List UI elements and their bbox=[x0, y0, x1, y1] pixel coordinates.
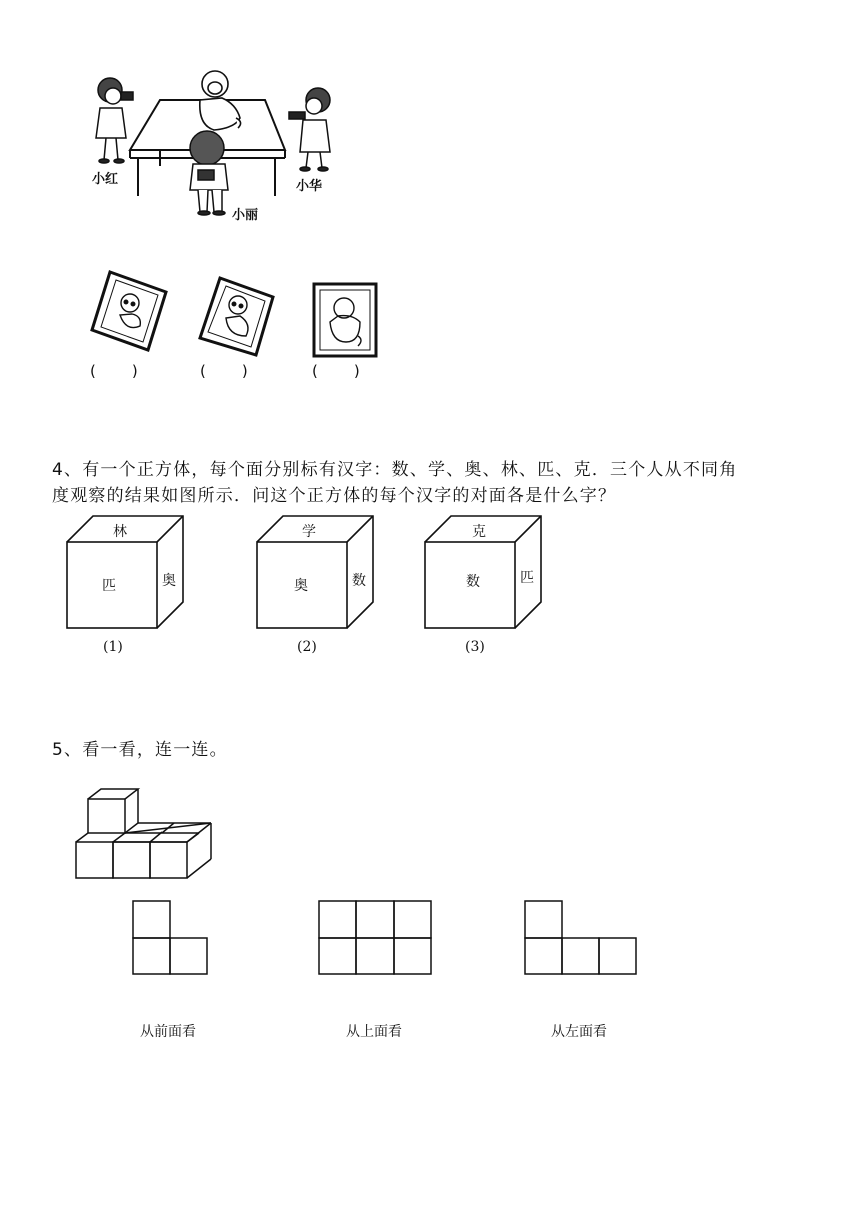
cube-3-front: 数 bbox=[466, 574, 480, 590]
cube-3-side: 匹 bbox=[520, 570, 534, 586]
view-shape-2 bbox=[319, 901, 431, 974]
view-shape-3 bbox=[525, 901, 636, 974]
name-label-xiaohua: 小华 bbox=[296, 179, 323, 194]
cube-1-top: 林 bbox=[113, 524, 127, 540]
cube-2-side: 数 bbox=[352, 573, 366, 589]
view-label-top: 从上面看 bbox=[346, 1024, 402, 1040]
view-label-left: 从左面看 bbox=[551, 1024, 607, 1040]
cube-1-label: (1) bbox=[103, 639, 123, 655]
cube-1-side: 奥 bbox=[162, 573, 176, 589]
cube-2-top: 学 bbox=[302, 524, 316, 540]
cube-2-front: 奥 bbox=[294, 578, 308, 594]
block-structure bbox=[76, 789, 211, 878]
cube-1-front: 匹 bbox=[102, 578, 116, 594]
cube-2-label: (2) bbox=[297, 639, 317, 655]
name-label-xiaoli: 小丽 bbox=[232, 208, 259, 223]
cube-3-label: (3) bbox=[465, 639, 485, 655]
answer-bracket-1[interactable]: ( ) bbox=[90, 362, 140, 380]
view-shape-1 bbox=[133, 901, 207, 974]
q4-text-line1: 4、有一个正方体，每个面分别标有汉字：数、学、奥、林、匹、克．三个人从不同角 bbox=[52, 460, 738, 480]
name-label-xiaohong: 小红 bbox=[92, 172, 119, 187]
answer-bracket-3[interactable]: ( ) bbox=[312, 362, 362, 380]
q5-title: 5、看一看，连一连。 bbox=[52, 740, 228, 760]
q4-text-line2: 度观察的结果如图所示．问这个正方体的每个汉字的对面各是什么字？ bbox=[52, 486, 617, 506]
answer-bracket-2[interactable]: ( ) bbox=[200, 362, 250, 380]
view-label-front: 从前面看 bbox=[140, 1024, 196, 1040]
cube-3-top: 克 bbox=[472, 524, 486, 540]
